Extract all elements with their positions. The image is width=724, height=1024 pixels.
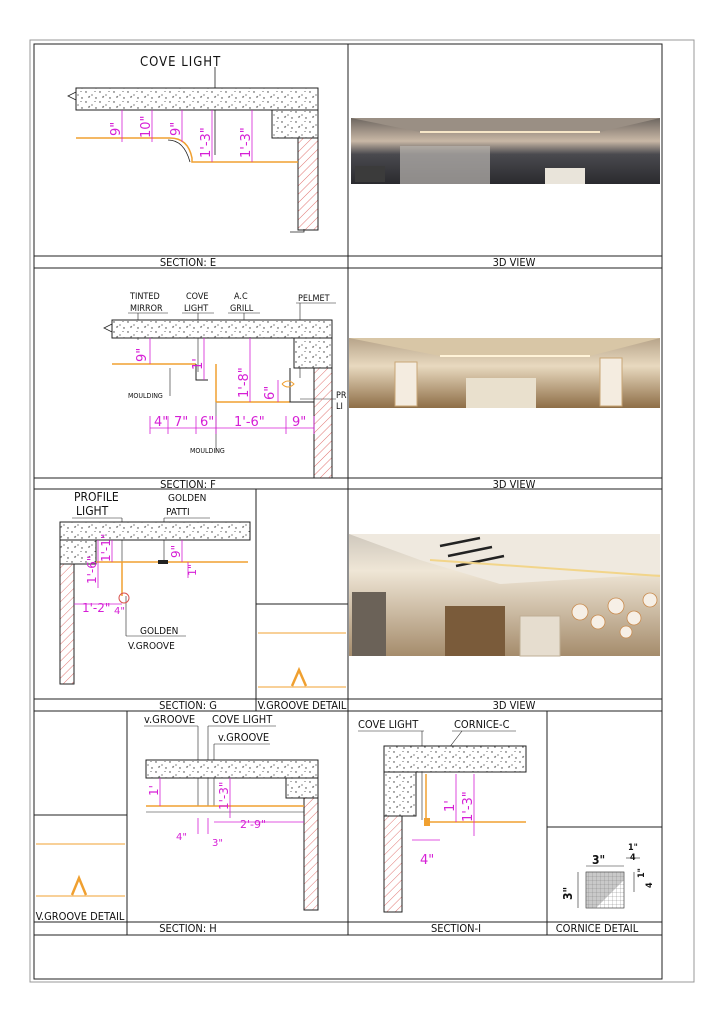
section-h-dim: 4"	[176, 832, 187, 843]
label-h-vgroove-1: v.GROOVE	[144, 713, 196, 726]
section-f-dim: 1'	[191, 358, 206, 370]
caption-vgroove-2: V.GROOVE DETAIL	[35, 910, 125, 923]
section-g-dim: 9"	[169, 544, 183, 558]
caption-section-i: SECTION-I	[430, 922, 482, 935]
section-f-dim: 1'-6"	[234, 415, 265, 430]
label-li: LI	[336, 402, 343, 412]
section-h-drawing	[144, 713, 318, 910]
label-golden: GOLDEN	[168, 493, 207, 504]
label-i-cove-light: COVE LIGHT	[358, 718, 419, 731]
render-3d-view-3	[349, 534, 660, 656]
section-i-dim: 1'	[443, 800, 458, 812]
label-h-vgroove-2: v.GROOVE	[218, 731, 270, 744]
caption-section-f: SECTION: F	[160, 478, 216, 491]
section-f-dim: 6"	[200, 415, 215, 430]
section-e-dim: 10"	[139, 115, 154, 138]
section-h-dim: 1'-3"	[217, 781, 231, 810]
caption-3d-view-1: 3D VIEW	[492, 256, 536, 269]
cornice-dim: 3"	[592, 853, 606, 867]
label-ac: A.C	[234, 292, 248, 302]
caption-section-e: SECTION: E	[159, 256, 217, 269]
section-g-dim: 4"	[114, 606, 125, 617]
cornice-dim: 4	[630, 853, 636, 863]
render-3d-view-2	[349, 338, 660, 408]
section-f-dim: 4"	[154, 415, 169, 430]
label-moulding-2: MOULDING	[190, 447, 225, 455]
section-i-dim: 4"	[420, 853, 435, 868]
caption-section-h: SECTION: H	[159, 922, 217, 935]
section-h-dim: 3"	[212, 838, 223, 849]
label-i-cornice: CORNICE-C	[454, 718, 510, 731]
caption-section-g: SECTION: G	[159, 699, 217, 712]
caption-3d-view-3: 3D VIEW	[492, 699, 536, 712]
section-f-dim: 6"	[263, 385, 278, 400]
label-cove: COVE	[186, 292, 209, 302]
section-f-drawing	[104, 292, 347, 478]
label-light: LIGHT	[184, 304, 209, 314]
label-v-groove: V.GROOVE	[128, 641, 175, 652]
section-f-dim: 7"	[174, 415, 189, 430]
section-h-dim: 2'-9"	[240, 818, 267, 831]
section-e-dim: 9"	[169, 121, 184, 136]
label-moulding-1: MOULDING	[128, 392, 163, 400]
section-f-dim: 9"	[292, 415, 307, 430]
section-i-drawing	[358, 718, 526, 912]
section-e-drawing	[68, 55, 318, 232]
section-g-dim: 1'-2"	[82, 601, 111, 615]
label-grill: GRILL	[230, 304, 254, 314]
caption-3d-view-2: 3D VIEW	[492, 478, 536, 491]
caption-vgroove-1: V.GROOVE DETAIL	[257, 699, 347, 712]
cornice-dim: 1"	[637, 868, 647, 878]
section-f-dim: 9"	[135, 347, 150, 362]
section-e-title: COVE LIGHT	[140, 55, 222, 70]
cornice-dim: 4	[645, 882, 655, 888]
section-e-dim: 1'-3"	[199, 127, 214, 158]
label-pelmet: PELMET	[298, 294, 330, 304]
label-mirror: MIRROR	[130, 304, 163, 314]
label-profile-light: LIGHT	[76, 504, 109, 518]
label-tinted: TINTED	[130, 292, 160, 302]
vgroove-detail-1	[258, 633, 346, 687]
label-h-cove-light: COVE LIGHT	[212, 713, 273, 726]
cornice-detail-drawing	[561, 843, 655, 908]
label-pr: PR	[336, 391, 347, 401]
section-i-dim: 1'-3"	[461, 791, 476, 822]
cornice-dim: 3"	[561, 886, 575, 900]
label-golden-2: GOLDEN	[140, 626, 179, 637]
label-patti: PATTI	[166, 507, 190, 518]
section-f-dim: 1'-8"	[237, 367, 252, 398]
section-e-dim: 9"	[109, 121, 124, 136]
cornice-dim: 1"	[628, 843, 638, 853]
caption-cornice-detail: CORNICE DETAIL	[555, 922, 639, 935]
section-g-dim: 1"	[186, 563, 199, 576]
label-profile: PROFILE	[74, 490, 119, 504]
section-g-drawing	[60, 490, 250, 684]
section-h-dim: 1'	[147, 785, 161, 796]
section-g-dim: 1'-1"	[99, 533, 113, 562]
vgroove-detail-2	[36, 844, 125, 896]
section-g-dim: 1'-6"	[85, 555, 99, 584]
section-e-dim: 1'-3"	[239, 127, 254, 158]
render-3d-view-1	[351, 118, 660, 184]
